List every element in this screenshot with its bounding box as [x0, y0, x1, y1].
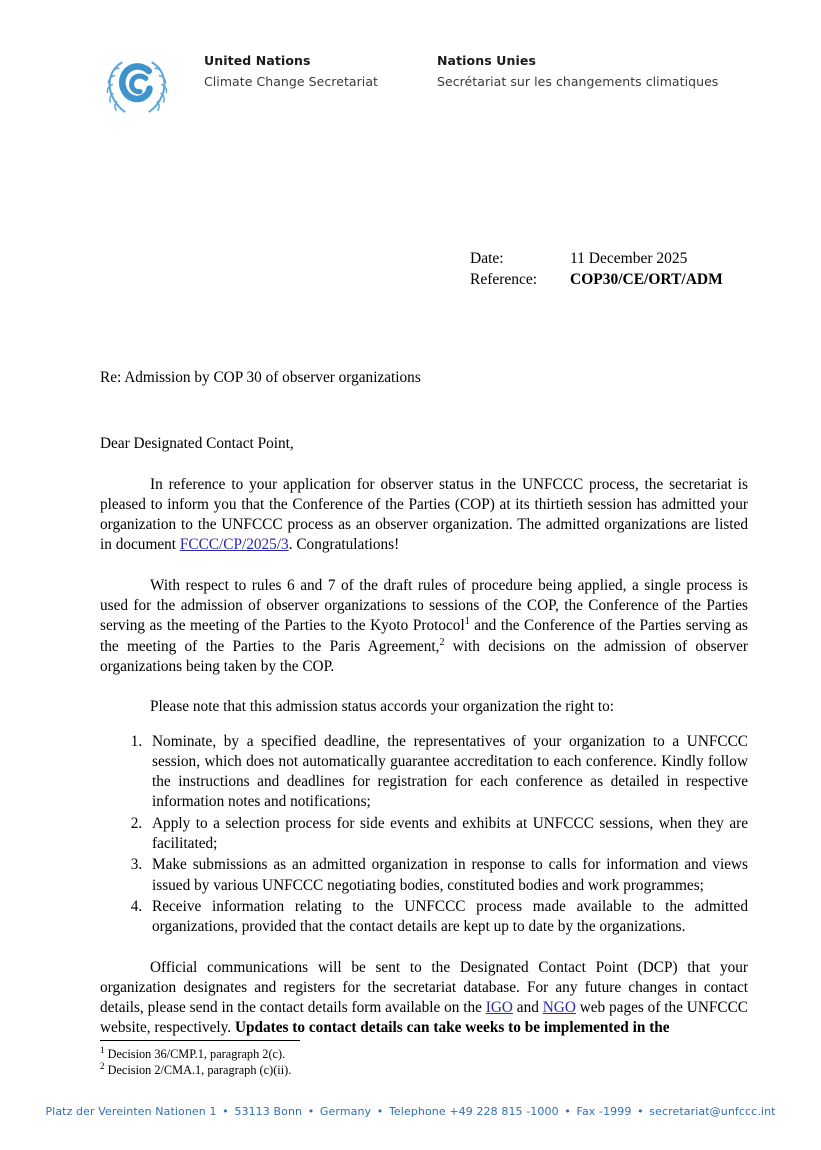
letter-meta — [470, 248, 723, 290]
paragraph-communications-mid: and — [512, 999, 543, 1017]
footer-fax: Fax -1999 — [576, 1105, 632, 1118]
footer-separator: • — [376, 1105, 384, 1118]
paragraph-rules-part2: and the Conference of the Parties serving as the meeting of the Parties to the Paris Agreement, — [100, 617, 748, 655]
footer-separator: • — [564, 1105, 571, 1118]
footnote-marker-2: 2 — [439, 636, 445, 648]
paragraph-communications-part1: Official communications will be sent to the Designated Contact Point (DCP) that your organization designates and registers for the secretariat database. For any future changes in contact details, please send in the contact details form available on the — [100, 958, 748, 1017]
list-item: 1. Nominate, by a specified deadline, the representatives of your organization to a UNFCCC session, which does not automatically guarantee accreditation to each conference. Kindly follow the instructions and deadlines for registration for each conference as detailed in respective information notes and notifications; — [146, 732, 748, 813]
footnote-1-marker: 1 — [100, 1044, 105, 1055]
footer-postcode-city: 53113 Bonn — [234, 1105, 303, 1118]
paragraph-rules-part3: with decisions on the admission of observer organizations being taken by the COP. — [100, 637, 749, 675]
salutation: Dear Designated Contact Point, — [100, 435, 294, 453]
footer-separator: • — [222, 1105, 229, 1118]
reference-label: Reference: — [470, 271, 538, 288]
paragraph-rules — [100, 576, 748, 677]
date-value: 11 December 2025 — [570, 250, 688, 267]
letter-body — [100, 368, 748, 1039]
footer-country: Germany — [319, 1105, 372, 1118]
document-reference-link[interactable]: FCCC/CP/2025/3 — [179, 536, 289, 554]
list-item: 2. Apply to a selection process for side events and exhibits at UNFCCC sessions, when they are facilitated; — [146, 814, 748, 855]
date-label: Date: — [470, 250, 504, 267]
rights-list — [100, 732, 748, 938]
date-row — [470, 248, 723, 269]
org-subtitle-fr: Secrétariat sur les changements climatiques — [437, 74, 719, 90]
ngo-page-link[interactable]: NGO — [542, 999, 576, 1017]
footnotes — [100, 1040, 748, 1078]
unfccc-globe-laurel-logo-icon — [100, 52, 174, 118]
org-subtitle-en: Climate Change Secretariat — [204, 74, 378, 90]
letterhead — [100, 52, 741, 118]
page-footer — [0, 1105, 821, 1118]
footnote-1-text: Decision 36/CMP.1, paragraph 2(c). — [107, 1047, 286, 1061]
footnote-divider — [100, 1040, 300, 1041]
paragraph-rules-part1: With respect to rules 6 and 7 of the draft rules of procedure being applied, a single process is used for the admission of observer organizations to sessions of the COP, the Conference of the Parties serving as the meeting of the Parties to the Kyoto Protocol — [100, 576, 748, 635]
footnote-2-marker: 2 — [100, 1060, 105, 1071]
paragraph-communications-bold: Updates to contact details can take weeks to be implemented in the — [234, 1019, 670, 1037]
paragraph-admission-text-after: . Congratulations! — [288, 536, 400, 554]
subject-line: Re: Admission by COP 30 of observer organizations — [100, 369, 421, 386]
paragraph-admission — [100, 475, 748, 556]
organization-french — [437, 52, 718, 91]
list-item: 3. Make submissions as an admitted organization in response to calls for information and views issued by various UNFCCC negotiating bodies, constituted bodies and work programmes; — [146, 855, 748, 896]
paragraph-admission-text-before: In reference to your application for observer status in the UNFCCC process, the secretariat is pleased to inform you that the Conference of the Parties (COP) at its thirtieth session has admitted your organization to the UNFCCC process as an observer organization. The admitted organizations are listed in document — [100, 475, 748, 554]
footer-separator: • — [307, 1105, 315, 1118]
organization-names — [204, 52, 741, 91]
list-item: 4. Receive information relating to the UNFCCC process made available to the admitted organizations, provided that the contact details are kept up to date by the organizations. — [146, 897, 748, 938]
reference-row — [470, 269, 723, 290]
footer-telephone: Telephone +49 228 815 -1000 — [388, 1105, 559, 1118]
org-name-fr: Nations Unies — [437, 53, 536, 68]
footer-email[interactable]: secretariat@unfccc.int — [649, 1105, 776, 1118]
footnote-2-text: Decision 2/CMA.1, paragraph (c)(ii). — [107, 1063, 292, 1077]
footer-separator: • — [637, 1105, 644, 1118]
reference-value: COP30/CE/ORT/ADM — [570, 271, 723, 288]
footnote-2 — [100, 1062, 748, 1078]
footnote-marker-1: 1 — [464, 616, 470, 628]
footer-address: Platz der Vereinten Nationen 1 — [45, 1105, 217, 1118]
paragraph-communications-part2: web pages of the UNFCCC website, respectively. — [100, 999, 748, 1037]
igo-page-link[interactable]: IGO — [485, 999, 513, 1017]
organization-english — [204, 52, 437, 91]
footnote-1 — [100, 1046, 748, 1062]
org-name-en: United Nations — [204, 53, 311, 68]
paragraph-rights-intro: Please note that this admission status accords your organization the right to: — [150, 698, 615, 716]
paragraph-communications — [100, 958, 748, 1039]
